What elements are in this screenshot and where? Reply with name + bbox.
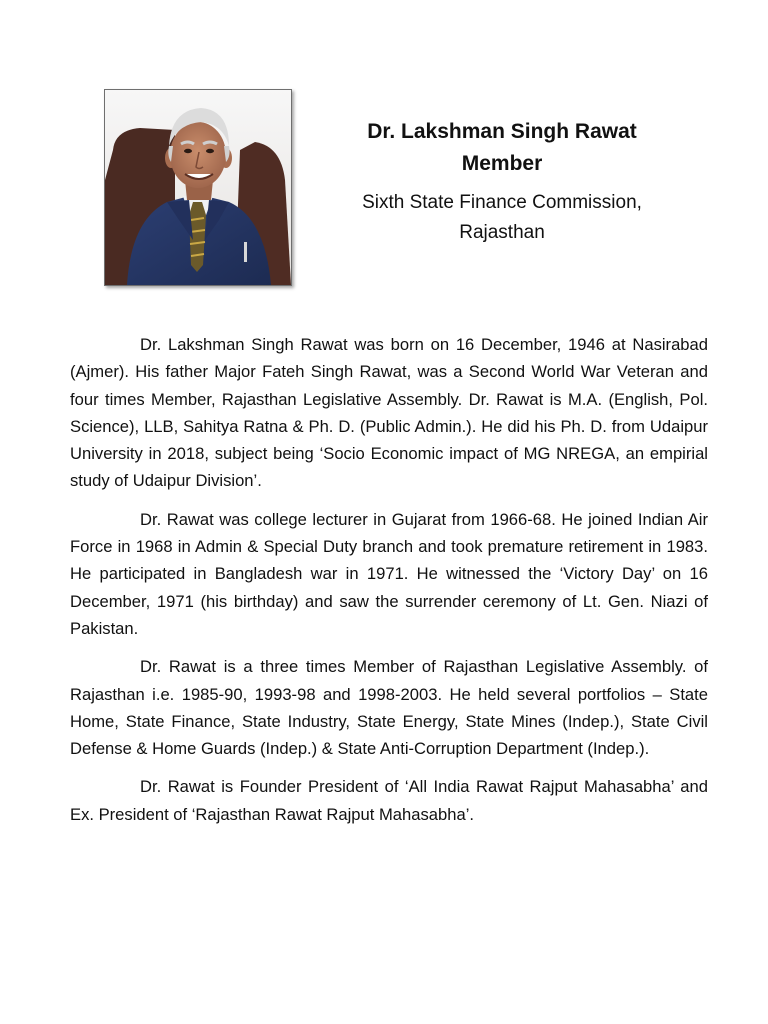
bio-paragraph: Dr. Rawat is a three times Member of Rajasthan Legislative Assembly. of Rajasthan i.e. 1985-90, 1993-98 and 1998-2003. He held several portfolios – State Home, State Finance, State Industry, State Energy, State Mines (Indep.), State Civil Defense & Home Guards (Indep.) & State Anti-Corruption Department (Indep.). xyxy=(70,657,708,759)
biography xyxy=(70,331,708,839)
bio-paragraph: Dr. Rawat is Founder President of ‘All India Rawat Rajput Mahasabha’ and Ex. President of ‘Rajasthan Rawat Rajput Mahasabha’. xyxy=(70,777,708,824)
portrait-photo xyxy=(104,89,292,286)
organization-line: Sixth State Finance Commission, xyxy=(362,192,642,213)
bio-paragraph: Dr. Lakshman Singh Rawat was born on 16 December, 1946 at Nasirabad (Ajmer). His father Major Fateh Singh Rawat, was a Second World War Veteran and four times Member, Rajasthan Legislative Assembly. Dr. Rawat is M.A. (English, Pol. Science), LLB, Sahitya Ratna & Ph. D. (Public Admin.). He did his Ph. D. from Udaipur University in 2018, subject being ‘Socio Economic impact of MG NREGA, an empirial study of Udaipur Division’. xyxy=(70,335,708,491)
organization xyxy=(316,188,688,248)
person-role: Member xyxy=(461,152,543,175)
portrait-photo-illustration xyxy=(105,90,291,285)
bio-paragraph: Dr. Rawat was college lecturer in Gujarat from 1966-68. He joined Indian Air Force in 1968 in Admin & Special Duty branch and took premature retirement in 1983. He participated in Bangladesh war in 1971. He witnessed the ‘Victory Day’ on 16 December, 1971 (his birthday) and saw the surrender ceremony of Lt. Gen. Niazi of Pakistan. xyxy=(70,509,708,638)
organization-line: Rajasthan xyxy=(459,222,545,243)
person-name: Dr. Lakshman Singh Rawat xyxy=(367,120,637,143)
profile-header xyxy=(316,116,688,248)
